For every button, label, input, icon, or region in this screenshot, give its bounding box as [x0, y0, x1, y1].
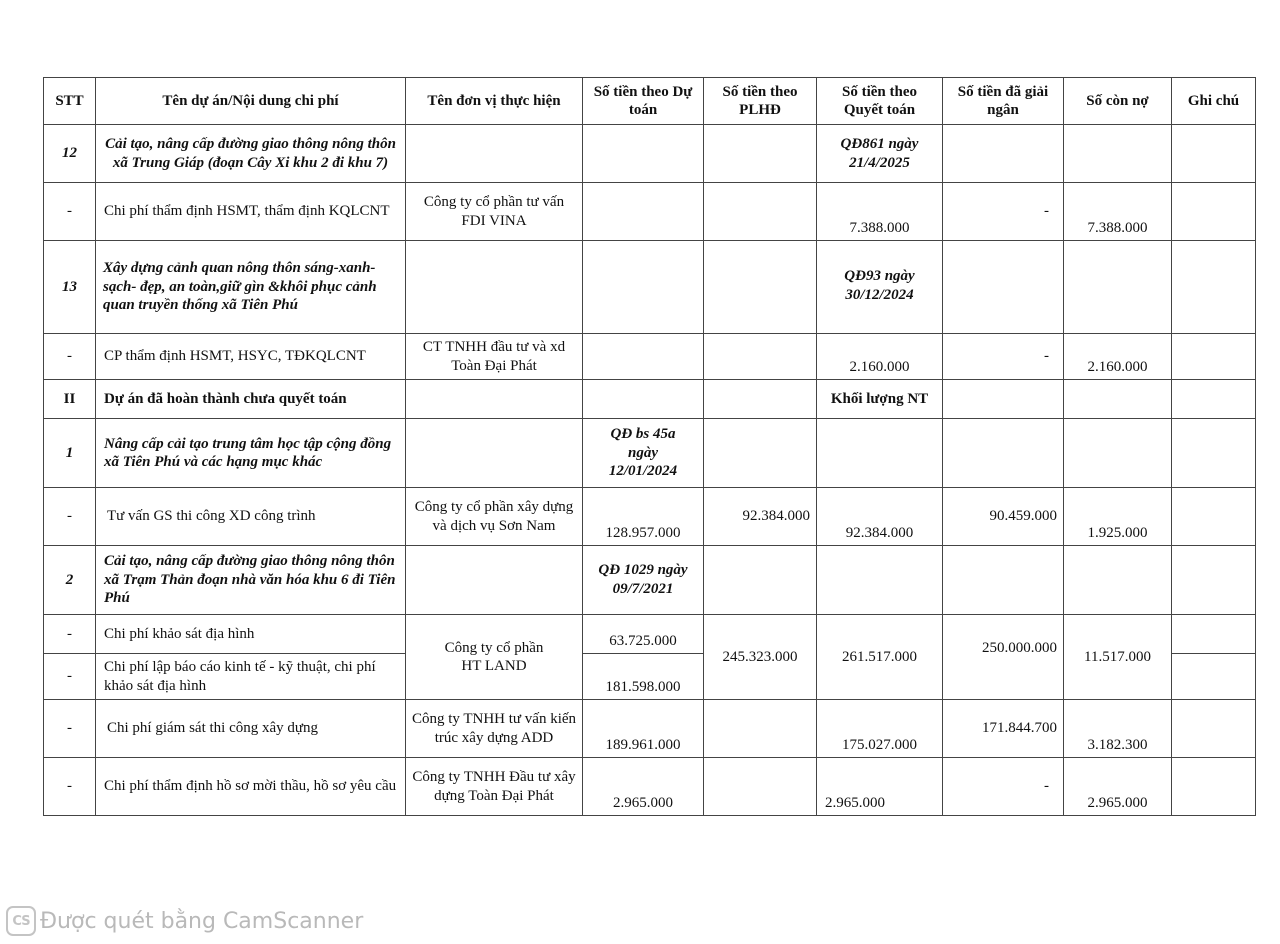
cell-du-toan: 63.725.000 [583, 615, 704, 654]
cell-giai-ngan [943, 380, 1064, 419]
cell-con-no: 7.388.000 [1064, 183, 1172, 241]
cell-con-no [1064, 241, 1172, 334]
header-stt: STT [44, 78, 96, 125]
cell-name: Xây dựng cảnh quan nông thôn sáng-xanh-sạch- đẹp, an toàn,giữ gìn &khôi phục cảnh quan truyền thống xã Tiên Phú [96, 241, 406, 334]
cell-stt: II [44, 380, 96, 419]
cell-ghi-chu [1172, 241, 1256, 334]
cell-name: Chi phí thẩm định HSMT, thẩm định KQLCNT [96, 183, 406, 241]
cell-name: Chi phí khảo sát địa hình [96, 615, 406, 654]
cell-con-no [1064, 125, 1172, 183]
table-row [44, 380, 1256, 419]
cell-name: Chi phí giám sát thi công xây dựng [96, 700, 406, 758]
cell-unit: Công ty cổ phần xây dựng và dịch vụ Sơn Nam [406, 488, 583, 546]
cell-quyet-toan: 2.965.000 [817, 758, 943, 816]
cell-giai-ngan: - [943, 758, 1064, 816]
cell-con-no: 11.517.000 [1064, 615, 1172, 700]
expense-table [43, 77, 1256, 816]
cell-du-toan [583, 183, 704, 241]
cell-plhd [704, 700, 817, 758]
cell-stt: - [44, 700, 96, 758]
cell-con-no: 3.182.300 [1064, 700, 1172, 758]
header-con-no: Số còn nợ [1064, 78, 1172, 125]
cell-du-toan [583, 334, 704, 380]
cell-stt: - [44, 758, 96, 816]
table-row [44, 488, 1256, 546]
cell-quyet-toan: QĐ93 ngày 30/12/2024 [817, 241, 943, 334]
cell-plhd [704, 758, 817, 816]
cell-giai-ngan [943, 419, 1064, 488]
cell-quyet-toan: QĐ861 ngày 21/4/2025 [817, 125, 943, 183]
cell-stt: - [44, 615, 96, 654]
cell-giai-ngan: - [943, 183, 1064, 241]
cell-quyet-toan [817, 419, 943, 488]
cell-du-toan [583, 380, 704, 419]
cell-plhd [704, 419, 817, 488]
cell-giai-ngan [943, 125, 1064, 183]
header-du-toan: Số tiền theo Dự toán [583, 78, 704, 125]
cell-du-toan: QĐ 1029 ngày 09/7/2021 [583, 546, 704, 615]
cell-name: Tư vấn GS thi công XD công trình [96, 488, 406, 546]
cell-du-toan: 181.598.000 [583, 654, 704, 700]
cell-giai-ngan [943, 546, 1064, 615]
cell-con-no [1064, 546, 1172, 615]
cell-stt: - [44, 654, 96, 700]
cell-unit: CT TNHH đầu tư và xd Toàn Đại Phát [406, 334, 583, 380]
cell-unit [406, 241, 583, 334]
cell-unit: Công ty TNHH tư vấn kiến trúc xây dựng ADD [406, 700, 583, 758]
cell-plhd [704, 125, 817, 183]
cell-con-no: 2.160.000 [1064, 334, 1172, 380]
cell-plhd [704, 183, 817, 241]
cell-quyet-toan: 92.384.000 [817, 488, 943, 546]
table-row [44, 546, 1256, 615]
header-ghi-chu: Ghi chú [1172, 78, 1256, 125]
cell-unit: Công ty cổ phần HT LAND [406, 615, 583, 700]
cell-plhd: 92.384.000 [704, 488, 817, 546]
table-row [44, 758, 1256, 816]
header-unit: Tên đơn vị thực hiện [406, 78, 583, 125]
cell-ghi-chu [1172, 125, 1256, 183]
cell-ghi-chu [1172, 488, 1256, 546]
table-row [44, 183, 1256, 241]
cell-quyet-toan: 7.388.000 [817, 183, 943, 241]
cell-name: Chi phí thẩm định hồ sơ mời thầu, hồ sơ yêu cầu [96, 758, 406, 816]
header-giai-ngan: Số tiền đã giải ngân [943, 78, 1064, 125]
table-row [44, 334, 1256, 380]
cell-unit: Công ty cổ phần tư vấn FDI VINA [406, 183, 583, 241]
cell-quyet-toan: 175.027.000 [817, 700, 943, 758]
cell-plhd: 245.323.000 [704, 615, 817, 700]
cell-ghi-chu [1172, 758, 1256, 816]
cell-name: Cải tạo, nâng cấp đường giao thông nông thôn xã Trạm Thản đoạn nhà văn hóa khu 6 đi Tiên Phú [96, 546, 406, 615]
cell-ghi-chu [1172, 334, 1256, 380]
cell-giai-ngan: 171.844.700 [943, 700, 1064, 758]
cell-unit [406, 419, 583, 488]
cell-stt: 12 [44, 125, 96, 183]
cell-ghi-chu [1172, 654, 1256, 700]
cell-stt: - [44, 334, 96, 380]
cell-ghi-chu [1172, 183, 1256, 241]
cell-du-toan [583, 241, 704, 334]
cell-ghi-chu [1172, 615, 1256, 654]
cell-unit [406, 546, 583, 615]
cell-con-no [1064, 419, 1172, 488]
cell-unit [406, 125, 583, 183]
cell-con-no: 1.925.000 [1064, 488, 1172, 546]
cell-giai-ngan: 250.000.000 [943, 615, 1064, 700]
table-row [44, 419, 1256, 488]
camscanner-watermark [6, 905, 363, 937]
header-plhd: Số tiền theo PLHĐ [704, 78, 817, 125]
cell-name: Chi phí lập báo cáo kinh tế - kỹ thuật, chi phí khảo sát địa hình [96, 654, 406, 700]
cell-stt: 2 [44, 546, 96, 615]
cell-du-toan: 189.961.000 [583, 700, 704, 758]
cell-du-toan: QĐ bs 45a ngày 12/01/2024 [583, 419, 704, 488]
cell-name: Dự án đã hoàn thành chưa quyết toán [96, 380, 406, 419]
cell-quyet-toan: Khối lượng NT [817, 380, 943, 419]
watermark-text: Được quét bằng CamScanner [40, 908, 364, 934]
cell-plhd [704, 334, 817, 380]
cell-du-toan: 128.957.000 [583, 488, 704, 546]
camscanner-logo-icon: CS [6, 906, 36, 936]
cell-plhd [704, 546, 817, 615]
cell-ghi-chu [1172, 380, 1256, 419]
cell-du-toan: 2.965.000 [583, 758, 704, 816]
cell-con-no: 2.965.000 [1064, 758, 1172, 816]
header-quyet-toan: Số tiền theo Quyết toán [817, 78, 943, 125]
table-row [44, 241, 1256, 334]
cell-stt: - [44, 488, 96, 546]
cell-name: CP thẩm định HSMT, HSYC, TĐKQLCNT [96, 334, 406, 380]
cell-quyet-toan: 2.160.000 [817, 334, 943, 380]
header-name: Tên dự án/Nội dung chi phí [96, 78, 406, 125]
cell-giai-ngan: 90.459.000 [943, 488, 1064, 546]
table-header-row [44, 78, 1256, 125]
cell-ghi-chu [1172, 546, 1256, 615]
cell-quyet-toan: 261.517.000 [817, 615, 943, 700]
cell-giai-ngan: - [943, 334, 1064, 380]
cell-plhd [704, 380, 817, 419]
cell-stt: 1 [44, 419, 96, 488]
cell-giai-ngan [943, 241, 1064, 334]
table-row [44, 125, 1256, 183]
cell-ghi-chu [1172, 419, 1256, 488]
cell-quyet-toan [817, 546, 943, 615]
cell-con-no [1064, 380, 1172, 419]
cell-name: Nâng cấp cải tạo trung tâm học tập cộng đồng xã Tiên Phú và các hạng mục khác [96, 419, 406, 488]
cell-stt: 13 [44, 241, 96, 334]
cell-ghi-chu [1172, 700, 1256, 758]
table-row [44, 615, 1256, 654]
cell-unit: Công ty TNHH Đầu tư xây dựng Toàn Đại Phát [406, 758, 583, 816]
cell-du-toan [583, 125, 704, 183]
table-row [44, 700, 1256, 758]
cell-unit [406, 380, 583, 419]
cell-stt: - [44, 183, 96, 241]
cell-plhd [704, 241, 817, 334]
cell-name: Cải tạo, nâng cấp đường giao thông nông thôn xã Trung Giáp (đoạn Cây Xi khu 2 đi khu 7) [96, 125, 406, 183]
